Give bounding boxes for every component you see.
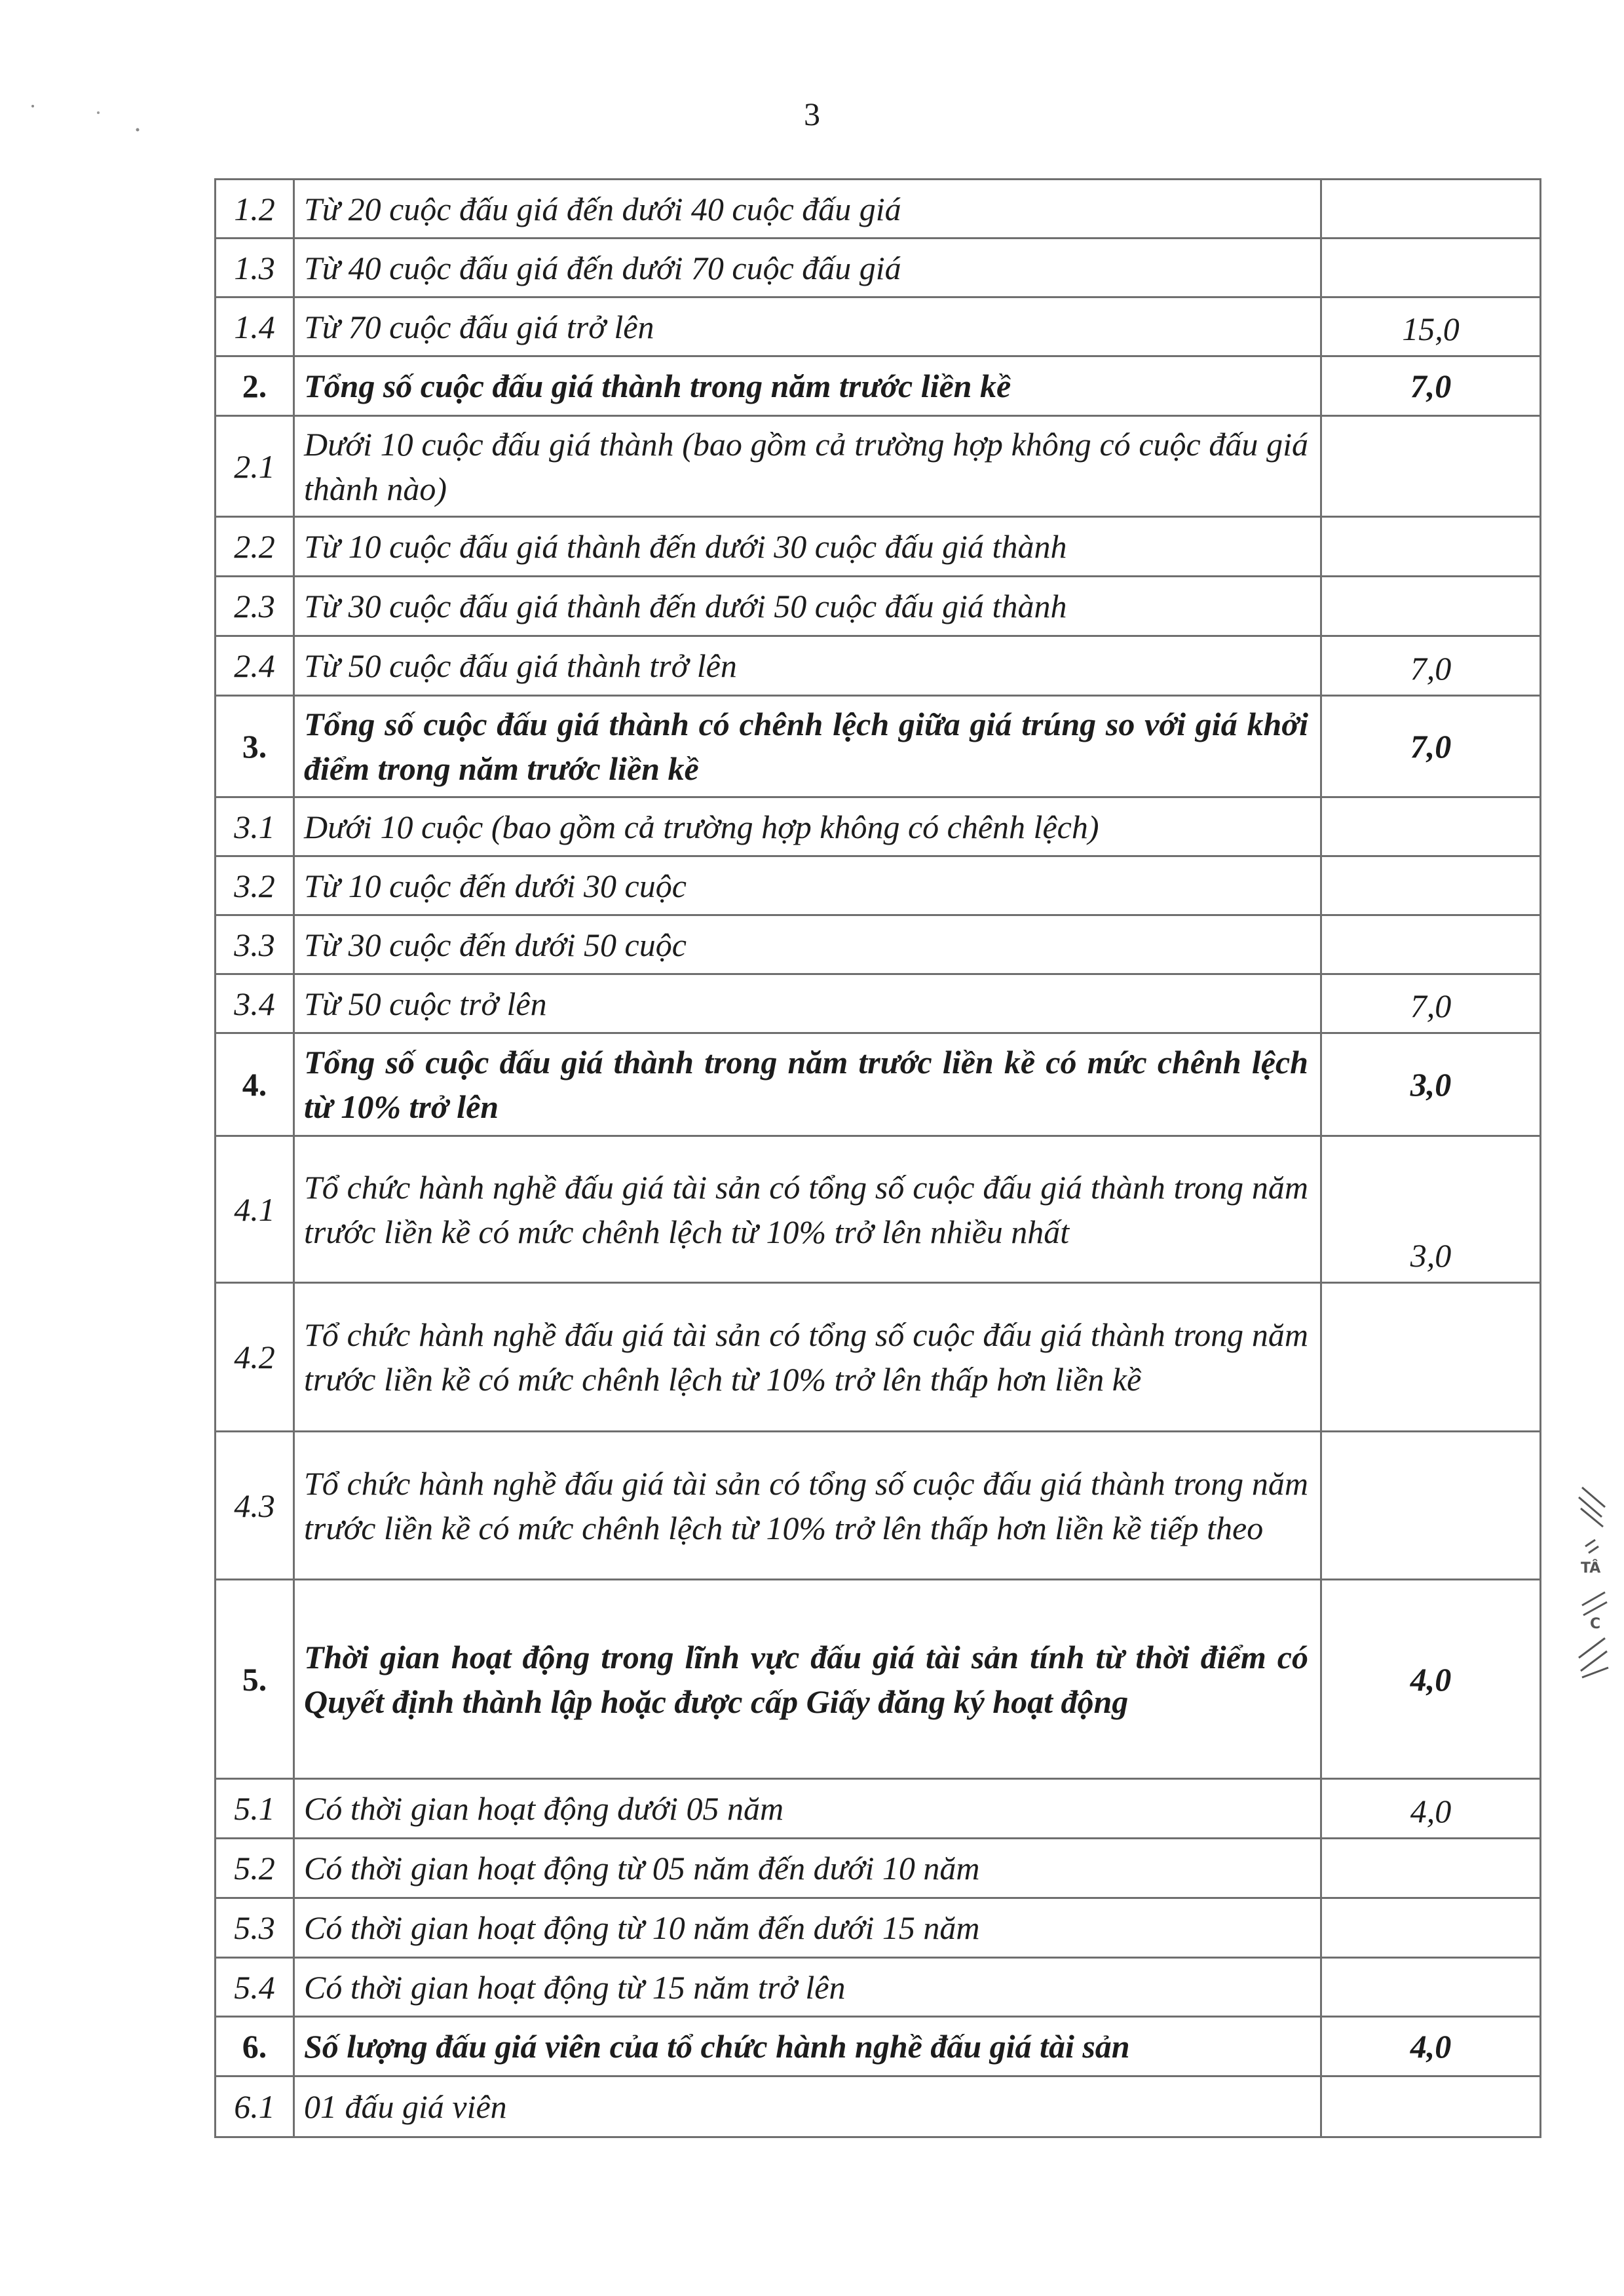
criteria-description: Từ 40 cuộc đấu giá đến dưới 70 cuộc đấu giá: [294, 239, 1321, 297]
criteria-description: Tổ chức hành nghề đấu giá tài sản có tổng số cuộc đấu giá thành trong năm trước liền kề có mức chênh lệch từ 10% trở lên nhiều nhất: [294, 1136, 1321, 1283]
svg-text:TÂ: TÂ: [1581, 1560, 1601, 1577]
svg-text:C: C: [1590, 1616, 1601, 1632]
criteria-description: Tổ chức hành nghề đấu giá tài sản có tổng số cuộc đấu giá thành trong năm trước liền kề có mức chênh lệch từ 10% trở lên thấp hơn liền kề: [294, 1283, 1321, 1432]
criteria-number: 2.2: [216, 517, 294, 577]
criteria-score: [1321, 416, 1541, 517]
criteria-score: [1321, 577, 1541, 636]
criteria-score: [1321, 1958, 1541, 2017]
criteria-score: [1321, 1839, 1541, 1898]
criteria-score: [1321, 1283, 1541, 1432]
criteria-heading-row: [216, 696, 1541, 797]
criteria-score: [1321, 2076, 1541, 2137]
criteria-heading-row: [216, 1580, 1541, 1779]
page-number: 3: [804, 96, 820, 132]
criteria-heading-row: [216, 356, 1541, 416]
criteria-number: 4.3: [216, 1432, 294, 1580]
criteria-heading-row: [216, 1033, 1541, 1136]
criteria-score: 4,0: [1321, 1580, 1541, 1779]
criteria-row: [216, 2076, 1541, 2137]
criteria-row: [216, 1779, 1541, 1839]
criteria-number: 4.1: [216, 1136, 294, 1283]
criteria-number: 1.4: [216, 297, 294, 356]
criteria-number: 4.2: [216, 1283, 294, 1432]
criteria-score: 7,0: [1321, 356, 1541, 416]
criteria-number: 5.1: [216, 1779, 294, 1839]
criteria-row: [216, 1136, 1541, 1283]
criteria-row: [216, 636, 1541, 696]
criteria-number: 3.: [216, 696, 294, 797]
criteria-heading-row: [216, 2017, 1541, 2076]
criteria-description: Từ 50 cuộc đấu giá thành trở lên: [294, 636, 1321, 696]
criteria-description: Có thời gian hoạt động từ 05 năm đến dưới 10 năm: [294, 1839, 1321, 1898]
criteria-description: Dưới 10 cuộc (bao gồm cả trường hợp không có chênh lệch): [294, 797, 1321, 856]
criteria-score: [1321, 239, 1541, 297]
criteria-description: Số lượng đấu giá viên của tổ chức hành nghề đấu giá tài sản: [294, 2017, 1321, 2076]
criteria-number: 3.4: [216, 974, 294, 1033]
criteria-row: [216, 797, 1541, 856]
criteria-description: Tổ chức hành nghề đấu giá tài sản có tổng số cuộc đấu giá thành trong năm trước liền kề có mức chênh lệch từ 10% trở lên thấp hơn liền kề tiếp theo: [294, 1432, 1321, 1580]
criteria-number: 3.1: [216, 797, 294, 856]
criteria-score: [1321, 1898, 1541, 1958]
criteria-score: 7,0: [1321, 696, 1541, 797]
criteria-number: 1.2: [216, 180, 294, 239]
criteria-row: [216, 416, 1541, 517]
criteria-score: 4,0: [1321, 1779, 1541, 1839]
criteria-row: [216, 239, 1541, 297]
criteria-number: 3.3: [216, 915, 294, 974]
criteria-description: Tổng số cuộc đấu giá thành trong năm trước liền kề có mức chênh lệch từ 10% trở lên: [294, 1033, 1321, 1136]
criteria-row: [216, 1958, 1541, 2017]
criteria-number: 2.3: [216, 577, 294, 636]
criteria-score: [1321, 797, 1541, 856]
criteria-description: Có thời gian hoạt động từ 10 năm đến dưới 15 năm: [294, 1898, 1321, 1958]
criteria-number: 2.: [216, 356, 294, 416]
criteria-description: 01 đấu giá viên: [294, 2076, 1321, 2137]
criteria-number: 2.4: [216, 636, 294, 696]
criteria-row: [216, 856, 1541, 915]
criteria-row: [216, 180, 1541, 239]
criteria-description: Từ 10 cuộc đấu giá thành đến dưới 30 cuộc đấu giá thành: [294, 517, 1321, 577]
criteria-description: Tổng số cuộc đấu giá thành trong năm trước liền kề: [294, 356, 1321, 416]
criteria-number: 2.1: [216, 416, 294, 517]
criteria-row: [216, 577, 1541, 636]
criteria-number: 5.2: [216, 1839, 294, 1898]
criteria-rows: [216, 180, 1541, 2137]
criteria-score: 4,0: [1321, 2017, 1541, 2076]
criteria-score: 15,0: [1321, 297, 1541, 356]
criteria-description: Tổng số cuộc đấu giá thành có chênh lệch giữa giá trúng so với giá khởi điểm trong năm trước liền kề: [294, 696, 1321, 797]
criteria-row: [216, 297, 1541, 356]
criteria-number: 6.: [216, 2017, 294, 2076]
criteria-score: [1321, 517, 1541, 577]
criteria-score: 3,0: [1321, 1136, 1541, 1283]
criteria-description: Từ 70 cuộc đấu giá trở lên: [294, 297, 1321, 356]
margin-seal-stamp: [1569, 1481, 1615, 1684]
criteria-description: Dưới 10 cuộc đấu giá thành (bao gồm cả trường hợp không có cuộc đấu giá thành nào): [294, 416, 1321, 517]
criteria-number: 4.: [216, 1033, 294, 1136]
criteria-row: [216, 1432, 1541, 1580]
criteria-score: [1321, 180, 1541, 239]
criteria-score: 7,0: [1321, 636, 1541, 696]
criteria-number: 6.1: [216, 2076, 294, 2137]
criteria-score: [1321, 856, 1541, 915]
criteria-score: [1321, 915, 1541, 974]
criteria-description: Có thời gian hoạt động từ 15 năm trở lên: [294, 1958, 1321, 2017]
criteria-number: 5.: [216, 1580, 294, 1779]
criteria-score: [1321, 1432, 1541, 1580]
criteria-row: [216, 1283, 1541, 1432]
criteria-score-table: [214, 178, 1541, 2138]
criteria-description: Từ 30 cuộc đấu giá thành đến dưới 50 cuộc đấu giá thành: [294, 577, 1321, 636]
criteria-description: Từ 30 cuộc đến dưới 50 cuộc: [294, 915, 1321, 974]
criteria-number: 5.3: [216, 1898, 294, 1958]
criteria-number: 5.4: [216, 1958, 294, 2017]
criteria-description: Thời gian hoạt động trong lĩnh vực đấu giá tài sản tính từ thời điểm có Quyết định thành lập hoặc được cấp Giấy đăng ký hoạt động: [294, 1580, 1321, 1779]
criteria-score: 3,0: [1321, 1033, 1541, 1136]
criteria-row: [216, 974, 1541, 1033]
criteria-row: [216, 915, 1541, 974]
criteria-number: 1.3: [216, 239, 294, 297]
criteria-score: 7,0: [1321, 974, 1541, 1033]
criteria-description: Từ 50 cuộc trở lên: [294, 974, 1321, 1033]
criteria-row: [216, 1898, 1541, 1958]
criteria-row: [216, 517, 1541, 577]
criteria-description: Từ 10 cuộc đến dưới 30 cuộc: [294, 856, 1321, 915]
criteria-description: Có thời gian hoạt động dưới 05 năm: [294, 1779, 1321, 1839]
criteria-description: Từ 20 cuộc đấu giá đến dưới 40 cuộc đấu giá: [294, 180, 1321, 239]
criteria-row: [216, 1839, 1541, 1898]
criteria-number: 3.2: [216, 856, 294, 915]
